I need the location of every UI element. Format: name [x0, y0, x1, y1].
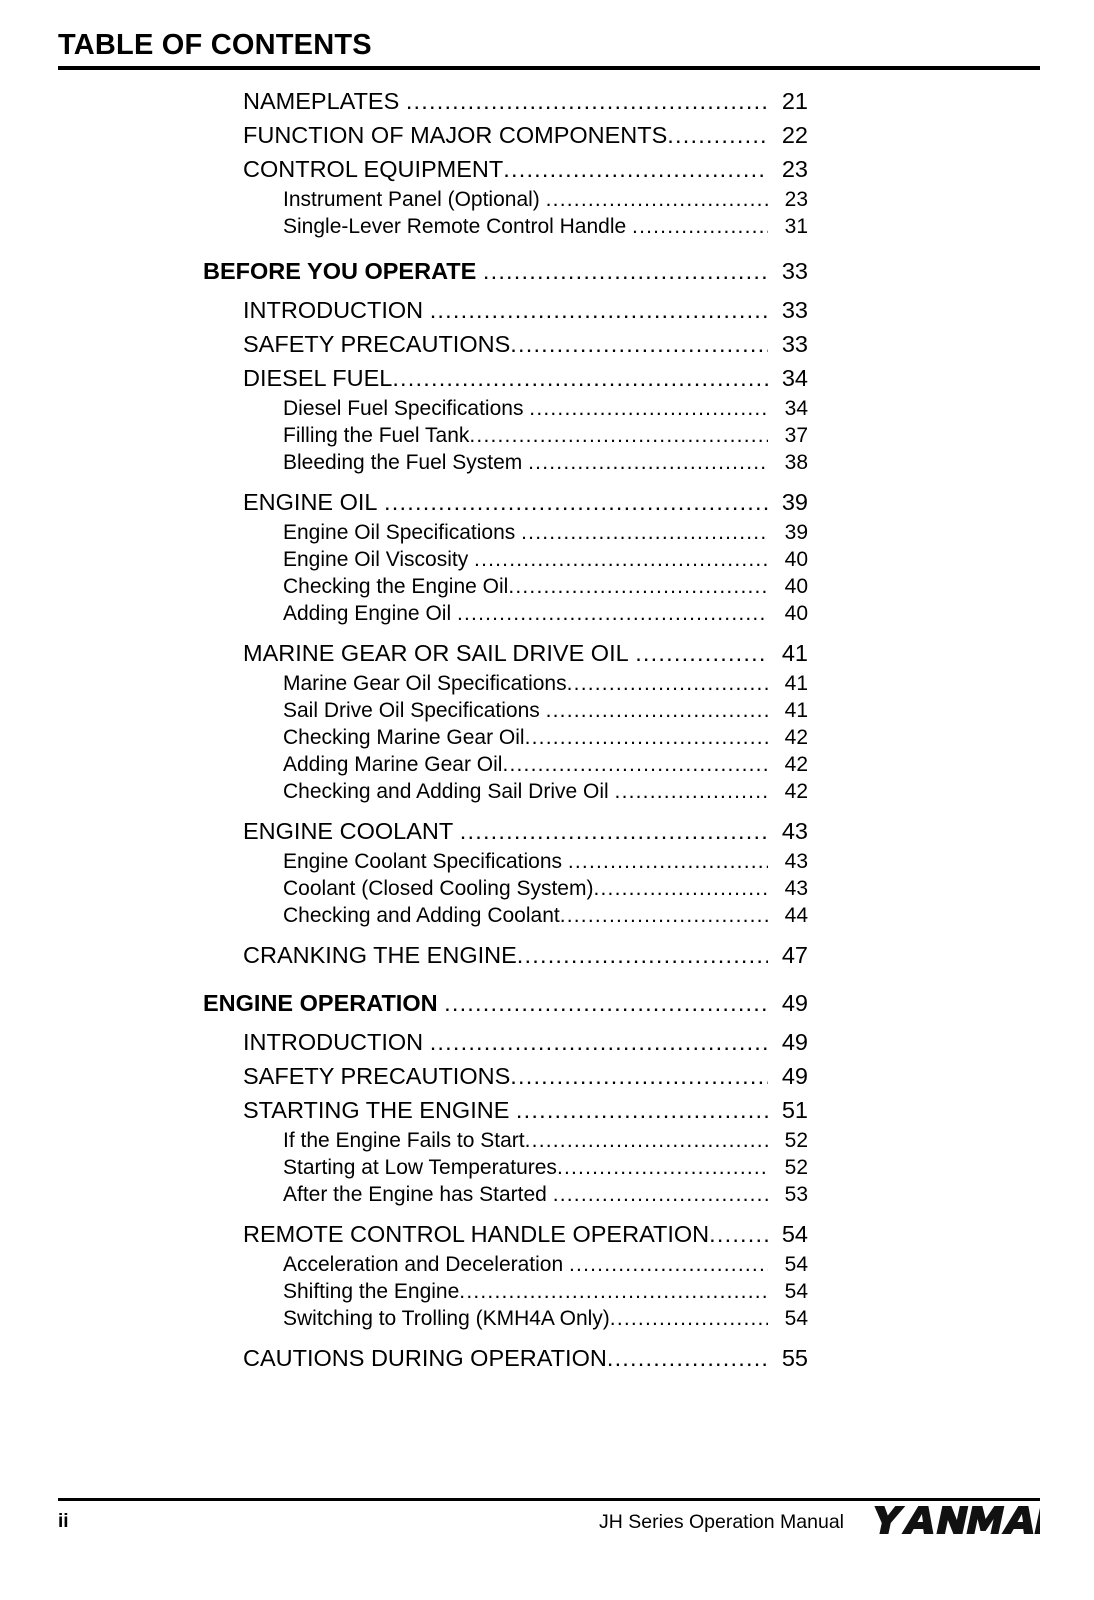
toc-entry[interactable] — [0, 546, 1094, 573]
toc-entry[interactable] — [0, 422, 1094, 449]
toc-entry[interactable] — [0, 1217, 1094, 1251]
toc-entry[interactable] — [0, 902, 1094, 929]
toc-entry-label: MARINE GEAR OR SAIL DRIVE OIL — [243, 639, 629, 666]
toc-entry-page-number: 33 — [781, 296, 808, 323]
toc-entry-label: Engine Oil Specifications — [283, 520, 516, 544]
toc-leader-dots — [474, 548, 768, 572]
toc-entry-label: INTRODUCTION — [243, 1028, 424, 1055]
toc-entry[interactable] — [0, 293, 1094, 327]
footer-row — [58, 1507, 1040, 1547]
toc-entry[interactable] — [0, 449, 1094, 476]
toc-leader-dots — [430, 297, 768, 324]
toc-entry-page-number: 21 — [781, 87, 808, 114]
toc-entry-page-number: 34 — [781, 364, 808, 391]
footer-page-number: ii — [58, 1511, 69, 1532]
toc-entry[interactable] — [0, 327, 1094, 361]
toc-leader-dots — [459, 1280, 768, 1304]
toc-entry-page-number: 41 — [781, 639, 808, 666]
toc-entry[interactable] — [0, 249, 1094, 293]
toc-entry[interactable] — [0, 186, 1094, 213]
toc-entry-label: Sail Drive Oil Specifications — [283, 698, 540, 722]
toc-entry-label: Checking and Adding Coolant — [283, 903, 560, 927]
toc-entry-page-number: 47 — [781, 941, 808, 968]
toc-entry-label: CRANKING THE ENGINE — [243, 941, 517, 968]
toc-leader-dots — [392, 365, 768, 392]
toc-entry[interactable] — [0, 1127, 1094, 1154]
toc-leader-dots — [567, 672, 768, 696]
toc-entry-page-number: 37 — [784, 423, 808, 447]
toc-leader-dots — [528, 451, 768, 475]
toc-leader-dots — [610, 1307, 768, 1331]
toc-leader-dots — [607, 1345, 768, 1372]
toc-entry-label: INTRODUCTION — [243, 296, 424, 323]
toc-leader-dots — [525, 726, 768, 750]
toc-leader-dots — [521, 521, 768, 545]
toc-entry-page-number: 43 — [784, 849, 808, 873]
toc-entry-label: Switching to Trolling (KMH4A Only) — [283, 1306, 610, 1330]
toc-entry-label: DIESEL FUEL — [243, 364, 393, 391]
toc-leader-dots — [568, 850, 768, 874]
toc-entry-label: After the Engine has Started — [283, 1182, 547, 1206]
toc-leader-dots — [510, 1063, 768, 1090]
toc-entry-label: ENGINE OIL — [243, 488, 378, 515]
toc-entry[interactable] — [0, 778, 1094, 805]
toc-entry[interactable] — [0, 213, 1094, 240]
toc-entry[interactable] — [0, 1059, 1094, 1093]
toc-entry-page-number: 40 — [784, 547, 808, 571]
toc-entry[interactable] — [0, 751, 1094, 778]
toc-entry-label: NAMEPLATES — [243, 87, 400, 114]
toc-entry[interactable] — [0, 1305, 1094, 1332]
toc-entry-page-number: 43 — [784, 876, 808, 900]
yanmar-logo — [860, 1503, 1040, 1537]
toc-entry-page-number: 43 — [781, 817, 808, 844]
toc-entry-label: SAFETY PRECAUTIONS — [243, 1062, 511, 1089]
toc-leader-dots — [517, 942, 768, 969]
toc-leader-dots — [510, 331, 768, 358]
toc-leader-dots — [508, 575, 768, 599]
toc-entry[interactable] — [0, 600, 1094, 627]
toc-entry[interactable] — [0, 697, 1094, 724]
toc-entry-label: Starting at Low Temperatures — [283, 1155, 557, 1179]
toc-entry-page-number: 54 — [784, 1279, 808, 1303]
toc-entry-page-number: 49 — [781, 989, 808, 1016]
toc-entry-label: CAUTIONS DURING OPERATION — [243, 1344, 607, 1371]
toc-entry-page-number: 40 — [784, 574, 808, 598]
footer-divider — [58, 1498, 1040, 1501]
toc-entry-page-number: 39 — [784, 520, 808, 544]
page-footer — [58, 1498, 1040, 1547]
toc-leader-dots — [553, 1183, 768, 1207]
toc-leader-dots — [483, 258, 768, 285]
toc-entry-label: Adding Marine Gear Oil — [283, 752, 503, 776]
toc-entry-page-number: 38 — [784, 450, 808, 474]
toc-entry-label: STARTING THE ENGINE — [243, 1096, 510, 1123]
toc-entry[interactable] — [0, 1251, 1094, 1278]
toc-entry-page-number: 55 — [781, 1344, 808, 1371]
page-title: TABLE OF CONTENTS — [58, 29, 372, 61]
toc-entry-page-number: 42 — [784, 752, 808, 776]
toc-entry[interactable] — [0, 670, 1094, 697]
toc-entry-page-number: 34 — [784, 396, 808, 420]
footer-manual-title: JH Series Operation Manual — [599, 1511, 844, 1533]
toc-leader-dots — [460, 818, 768, 845]
toc-leader-dots — [503, 156, 768, 183]
toc-entry-label: Diesel Fuel Specifications — [283, 396, 524, 420]
toc-entry-label: CONTROL EQUIPMENT — [243, 155, 504, 182]
toc-leader-dots — [635, 640, 768, 667]
toc-entry-label: SAFETY PRECAUTIONS — [243, 330, 511, 357]
toc-entry-page-number: 23 — [781, 155, 808, 182]
toc-leader-dots — [457, 602, 768, 626]
toc-entry[interactable] — [0, 981, 1094, 1025]
toc-entry-page-number: 41 — [784, 698, 808, 722]
toc-entry[interactable] — [0, 1154, 1094, 1181]
toc-entry-page-number: 22 — [781, 121, 808, 148]
page-header — [58, 30, 1040, 70]
toc-entry-label: Checking the Engine Oil — [283, 574, 509, 598]
toc-entry-label: Filling the Fuel Tank — [283, 423, 470, 447]
toc-entry-page-number: 49 — [781, 1062, 808, 1089]
toc-leader-dots — [546, 188, 768, 212]
toc-entry-page-number: 42 — [784, 779, 808, 803]
toc-entry-page-number: 33 — [781, 330, 808, 357]
toc-leader-dots — [444, 990, 768, 1017]
toc-entry[interactable] — [0, 814, 1094, 848]
toc-leader-dots — [430, 1029, 768, 1056]
toc-leader-dots — [560, 904, 768, 928]
toc-entry[interactable] — [0, 361, 1094, 395]
toc-entry-page-number: 31 — [784, 214, 808, 238]
toc-entry[interactable] — [0, 1278, 1094, 1305]
toc-entry-label: Checking Marine Gear Oil — [283, 725, 525, 749]
toc-leader-dots — [516, 1097, 768, 1124]
toc-leader-dots — [632, 215, 768, 239]
toc-entry-label: If the Engine Fails to Start — [283, 1128, 525, 1152]
toc-leader-dots — [667, 122, 768, 149]
toc-entry-label: Engine Oil Viscosity — [283, 547, 469, 571]
toc-entry-label: Marine Gear Oil Specifications — [283, 671, 567, 695]
toc-leader-dots — [525, 1129, 768, 1153]
toc-entry[interactable] — [0, 118, 1094, 152]
toc-entry-list — [0, 84, 1094, 1375]
toc-leader-dots — [557, 1156, 768, 1180]
toc-entry[interactable] — [0, 1341, 1094, 1375]
toc-entry[interactable] — [0, 1093, 1094, 1127]
toc-entry-label: ENGINE OPERATION — [203, 989, 438, 1016]
toc-leader-dots — [709, 1221, 768, 1248]
toc-entry[interactable] — [0, 395, 1094, 422]
toc-entry-label: FUNCTION OF MAJOR COMPONENTS — [243, 121, 668, 148]
toc-entry[interactable] — [0, 485, 1094, 519]
toc-entry[interactable] — [0, 1181, 1094, 1208]
toc-entry[interactable] — [0, 724, 1094, 751]
toc-entry-page-number: 49 — [781, 1028, 808, 1055]
toc-entry-label: Instrument Panel (Optional) — [283, 187, 540, 211]
toc-entry[interactable] — [0, 84, 1094, 118]
toc-entry-label: Bleeding the Fuel System — [283, 450, 523, 474]
toc-entry-label: Coolant (Closed Cooling System) — [283, 876, 594, 900]
toc-leader-dots — [593, 877, 768, 901]
toc-leader-dots — [469, 424, 768, 448]
toc-leader-dots — [384, 489, 768, 516]
toc-entry-page-number: 54 — [784, 1306, 808, 1330]
toc-entry-page-number: 40 — [784, 601, 808, 625]
toc-leader-dots — [569, 1253, 768, 1277]
toc-entry-page-number: 53 — [784, 1182, 808, 1206]
toc-leader-dots — [615, 780, 768, 804]
toc-leader-dots — [546, 699, 768, 723]
toc-entry[interactable] — [0, 636, 1094, 670]
toc-entry[interactable] — [0, 848, 1094, 875]
toc-entry-page-number: 33 — [781, 257, 808, 284]
toc-entry[interactable] — [0, 938, 1094, 972]
toc-entry-page-number: 23 — [784, 187, 808, 211]
toc-entry-page-number: 41 — [784, 671, 808, 695]
header-divider — [58, 66, 1040, 70]
toc-entry-label: REMOTE CONTROL HANDLE OPERATION — [243, 1220, 710, 1247]
toc-entry-page-number: 44 — [784, 903, 808, 927]
toc-entry[interactable] — [0, 875, 1094, 902]
toc-entry-page-number: 51 — [781, 1096, 808, 1123]
toc-entry-page-number: 54 — [781, 1220, 808, 1247]
toc-entry-label: BEFORE YOU OPERATE — [203, 257, 477, 284]
toc-entry-label: ENGINE COOLANT — [243, 817, 454, 844]
toc-entry-label: Shifting the Engine — [283, 1279, 460, 1303]
toc-entry-label: Engine Coolant Specifications — [283, 849, 563, 873]
toc-entry-page-number: 39 — [781, 488, 808, 515]
toc-entry-page-number: 54 — [784, 1252, 808, 1276]
toc-entry-label: Checking and Adding Sail Drive Oil — [283, 779, 609, 803]
toc-entry[interactable] — [0, 152, 1094, 186]
toc-entry-label: Adding Engine Oil — [283, 601, 452, 625]
toc-entry[interactable] — [0, 1025, 1094, 1059]
toc-entry[interactable] — [0, 573, 1094, 600]
toc-leader-dots — [502, 753, 768, 777]
toc-entry-label: Acceleration and Deceleration — [283, 1252, 564, 1276]
toc-entry-page-number: 42 — [784, 725, 808, 749]
toc-leader-dots — [406, 88, 768, 115]
toc-entry-page-number: 52 — [784, 1155, 808, 1179]
toc-entry[interactable] — [0, 519, 1094, 546]
toc-entry-label: Single-Lever Remote Control Handle — [283, 214, 627, 238]
toc-entry-page-number: 52 — [784, 1128, 808, 1152]
toc-leader-dots — [529, 397, 768, 421]
